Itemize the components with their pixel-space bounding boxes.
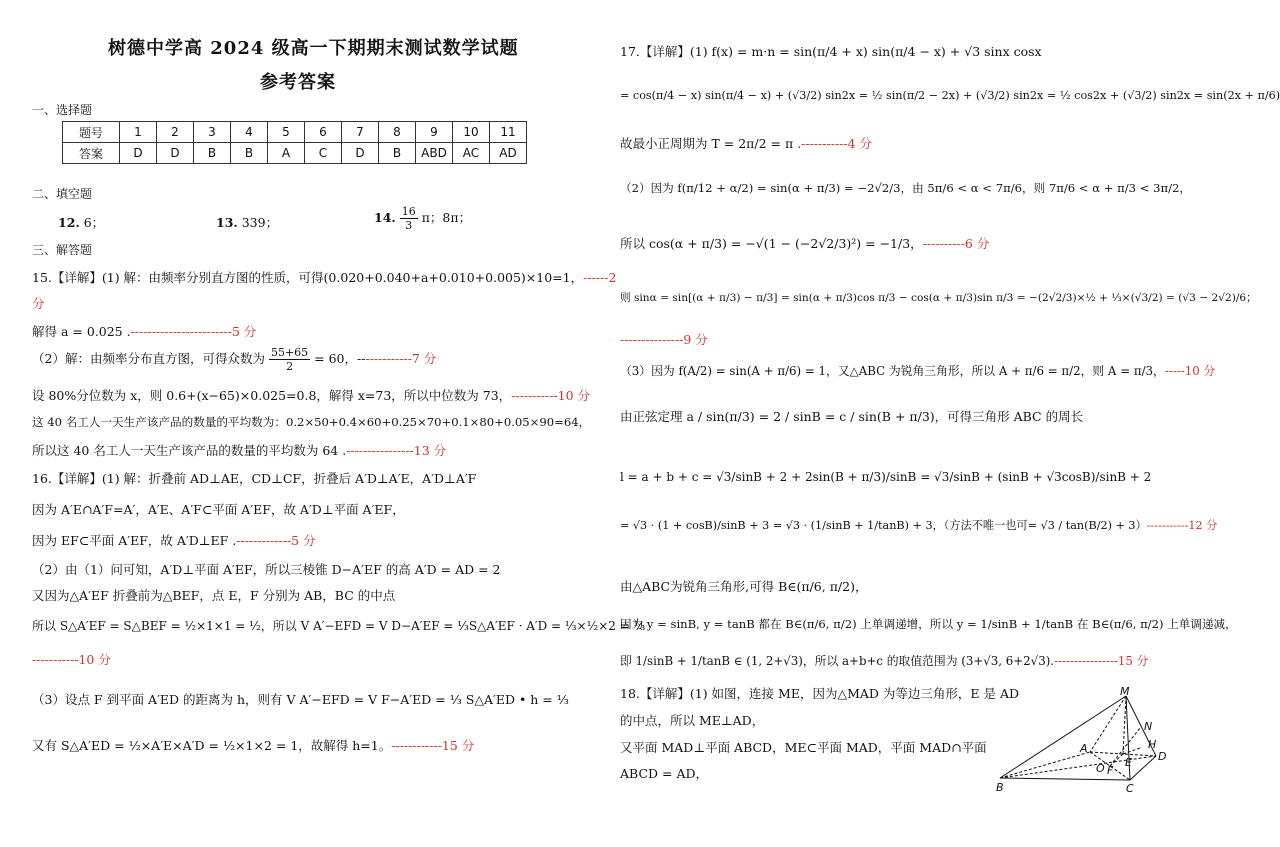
edge-eh	[1123, 748, 1140, 754]
table-cell: B	[194, 143, 231, 164]
solution-text: = √3 · (1 + cosB)/sinB + 3 = √3 · (1/sinB + 1/tanB) + 3，（方法不唯一也可= √3 / tan(B/2) + 3）	[620, 519, 1147, 532]
figure-label-a: A	[1080, 742, 1088, 755]
q15-line-6: 这 40 名工人一天生产该产品的数量的平均数为：0.2×50+0.4×60+0.25×70+0.1×80+0.05×90=64，	[32, 415, 591, 429]
score-mark: ------2	[583, 270, 617, 285]
table-header-cell: 题号	[63, 122, 120, 143]
q16-line-1: 16.【详解】(1) 解：折叠前 AD⊥AE，CD⊥CF，折叠后 A′D⊥A′E，A′D⊥A′F	[32, 471, 477, 486]
figure-label-m: M	[1120, 685, 1130, 698]
q16-line-5: 又因为△A′EF 折叠前为△BEF，点 E，F 分别为 AB，BC 的中点	[32, 588, 396, 603]
q18-line-2: 的中点，所以 ME⊥AD，	[620, 713, 765, 728]
q17-line-12: 由△ABC为锐角三角形,可得 B∈(π/6, π/2)，	[620, 579, 868, 594]
table-row-answers	[63, 143, 527, 164]
score-mark: ----------6 分	[922, 236, 990, 251]
question-number: 12.	[58, 215, 80, 230]
table-cell: AD	[490, 143, 527, 164]
score-mark: 分	[32, 296, 45, 311]
solution-text: 解得 a = 0.025 .	[32, 324, 131, 339]
table-cell: B	[231, 143, 268, 164]
score-mark: ----------------15 分	[1054, 654, 1149, 668]
q15-line-4	[32, 346, 436, 373]
q17-line-4: （2）因为 f(π/12 + α/2) = sin(α + π/3) = −2√2/3，由 5π/6 < α < 7π/6，则 7π/6 < α + π/3 < 3π/2，	[620, 181, 1191, 195]
table-cell: 7	[342, 122, 379, 143]
figure-label-e: E	[1125, 756, 1132, 769]
solution-text: 又有 S△A′ED = ½×A′E×A′D = ½×1×2 = 1，故解得 h=1。	[32, 738, 392, 753]
table-cell: AC	[453, 143, 490, 164]
figure-label-h: H	[1148, 738, 1157, 751]
q15-line-3	[32, 322, 256, 340]
score-mark: ---------------9 分	[620, 332, 708, 347]
score-mark: ------------15 分	[391, 738, 475, 753]
q16-line-2: 因为 A′E∩A′F=A′，A′E、A′F⊂平面 A′EF，故 A′D⊥平面 A′EF，	[32, 502, 405, 517]
page-subtitle: 参考答案	[260, 72, 336, 93]
table-header-cell: 答案	[63, 143, 120, 164]
table-cell: D	[342, 143, 379, 164]
q16-line-8: （3）设点 F 到平面 A′ED 的距离为 h，则有 V A′−EFD = V F−A′ED = ⅓ S△A′ED • h = ⅓	[32, 692, 569, 707]
fraction	[400, 205, 418, 232]
q15-line-1	[32, 268, 616, 286]
table-cell: 9	[416, 122, 453, 143]
q17-line-2: = cos(π/4 − x) sin(π/4 − x) + (√3/2) sin2x = ½ sin(π/2 − 2x) + (√3/2) sin2x = ½ cos2x + (√3/2) sin2x = sin(2x + π/6)	[620, 89, 1280, 102]
fill-answer-14	[374, 205, 471, 232]
question-number: 14.	[374, 210, 396, 225]
q17-line-10: l = a + b + c = √3/sinB + 2 + 2sin(B + π/3)/sinB = √3/sinB + (sinB + √3cosB)/sinB + 2	[620, 470, 1152, 484]
table-cell: 5	[268, 122, 305, 143]
table-cell: B	[379, 143, 416, 164]
fraction	[269, 346, 310, 373]
score-mark: ----------------13 分	[346, 443, 447, 458]
question-number: 13.	[216, 215, 238, 230]
solution-text: （3）因为 f(A/2) = sin(A + π/6) = 1，又△ABC 为锐角三角形，所以 A + π/6 = π/2，则 A = π/3，	[620, 364, 1165, 378]
figure-label-n: N	[1144, 720, 1153, 733]
solution-text: 15.【详解】(1) 解：由频率分别直方图的性质，可得(0.020+0.040+a+0.010+0.005)×10=1，	[32, 270, 584, 285]
section-choice-heading: 一、选择题	[32, 103, 93, 117]
q17-line-14	[620, 652, 1148, 669]
score-mark: -----------12 分	[1146, 519, 1218, 532]
table-cell: 1	[120, 122, 157, 143]
solution-text: 即 1/sinB + 1/tanB ∈ (1, 2+√3)，所以 a+b+c 的取值范围为 (3+√3, 6+2√3).	[620, 654, 1055, 668]
q18-line-3: 又平面 MAD⊥平面 ABCD，ME⊂平面 MAD，平面 MAD∩平面	[620, 740, 987, 755]
table-cell: C	[305, 143, 342, 164]
answer-value: 6；	[83, 215, 105, 230]
score-mark: -----------10 分	[32, 652, 111, 667]
table-cell: 3	[194, 122, 231, 143]
score-mark: -----------4 分	[801, 136, 873, 151]
q17-line-5	[620, 234, 989, 252]
table-cell: 11	[490, 122, 527, 143]
q16-line-9	[32, 736, 474, 754]
figure-label-c: C	[1126, 782, 1134, 795]
solution-text: 设 80%分位数为 x，则 0.6+(x−65)×0.025=0.8，解得 x=73，所以中位数为 73，	[32, 388, 512, 403]
solution-text: 因为 EF⊂平面 A′EF，故 A′D⊥EF .	[32, 533, 237, 548]
fill-answer-13	[216, 213, 278, 231]
figure-label-b: B	[996, 781, 1004, 794]
q17-line-1: 17.【详解】(1) f(x) = m·n = sin(π/4 + x) sin(π/4 − x) + √3 sinx cosx	[620, 44, 1042, 59]
q17-line-11	[620, 517, 1217, 533]
answer-value: π；8π；	[421, 210, 472, 225]
fraction-numerator: 16	[401, 205, 416, 218]
table-cell: 2	[157, 122, 194, 143]
fraction-denominator: 2	[286, 360, 294, 373]
fraction-denominator: 3	[405, 219, 413, 232]
q17-line-9: 由正弦定理 a / sin(π/3) = 2 / sinB = c / sin(B + π/3)，可得三角形 ABC 的周长	[620, 409, 1084, 424]
answer-value: 339；	[241, 215, 279, 230]
figure-label-o: O	[1096, 762, 1105, 775]
q17-line-8	[620, 362, 1215, 379]
score-mark: -----------10 分	[511, 388, 591, 403]
figure-label-d: D	[1158, 750, 1167, 763]
table-cell: 6	[305, 122, 342, 143]
section-solve-heading: 三、解答题	[32, 243, 93, 257]
q17-line-3	[620, 134, 872, 152]
score-mark: -------------5 分	[236, 533, 316, 548]
q18-line-1: 18.【详解】(1) 如图，连接 ME，因为△MAD 为等边三角形，E 是 AD	[620, 686, 1020, 701]
q17-line-6: 则 sinα = sin[(α + π/3) − π/3] = sin(α + π/3)cos π/3 − cos(α + π/3)sin π/3 = −(2√2/3)×½ + ⅓×(√3/2) = (√3 − 2√2)/6；	[620, 292, 1257, 304]
figure-label-f: F	[1107, 764, 1114, 777]
solution-text: （2）解：由频率分布直方图，可得众数为	[32, 351, 265, 366]
score-mark: ------------------------5 分	[130, 324, 257, 339]
q15-line-5	[32, 386, 590, 404]
solution-text: 所以 cos(α + π/3) = −√(1 − (−2√2/3)²) = −1/3，	[620, 236, 923, 251]
q15-line-7	[32, 441, 446, 459]
solution-text: = 60，--	[314, 351, 366, 366]
table-cell: 8	[379, 122, 416, 143]
pyramid-figure	[990, 686, 1180, 796]
fill-answer-12	[58, 213, 104, 231]
section-fill-heading: 二、填空题	[32, 187, 93, 201]
edge-ba	[1000, 752, 1090, 778]
table-cell: 4	[231, 122, 268, 143]
edge-bd	[1000, 756, 1156, 778]
solution-text: 所以这 40 名工人一天生产该产品的数量的平均数为 64 .	[32, 443, 347, 458]
table-cell: D	[120, 143, 157, 164]
page-title: 树德中学高 2024 级高一下期期末测试数学试题	[108, 38, 519, 59]
score-mark: -----------7 分	[365, 351, 437, 366]
q16-line-3	[32, 531, 316, 549]
edge-me	[1123, 696, 1126, 754]
score-mark: -----10 分	[1164, 364, 1216, 378]
q18-line-4: ABCD = AD，	[620, 766, 709, 781]
fraction-numerator: 55+65	[270, 346, 309, 359]
table-cell: ABD	[416, 143, 453, 164]
table-cell: 10	[453, 122, 490, 143]
table-cell: A	[268, 143, 305, 164]
q16-line-4: （2）由（1）问可知，A′D⊥平面 A′EF，所以三棱锥 D−A′EF 的高 A′D = AD = 2	[32, 562, 501, 577]
q17-line-13: 因为 y = sinB, y = tanB 都在 B∈(π/6, π/2) 上单调递增，所以 y = 1/sinB + 1/tanB 在 B∈(π/6, π/2) 上单调递减，	[620, 617, 1237, 631]
q16-line-6: 所以 S△A′EF = S△BEF = ½×1×1 = ½，所以 V A′−EFD = V D−A′EF = ⅓S△A′EF · A′D = ⅓×½×2 = ⅓	[32, 619, 646, 633]
table-row-numbers	[63, 122, 527, 143]
solution-text: 故最小正周期为 T = 2π/2 = π .	[620, 136, 802, 151]
edge-ma	[1090, 696, 1126, 752]
answer-table	[62, 121, 527, 164]
edge-bc	[1000, 778, 1130, 780]
table-cell: D	[157, 143, 194, 164]
